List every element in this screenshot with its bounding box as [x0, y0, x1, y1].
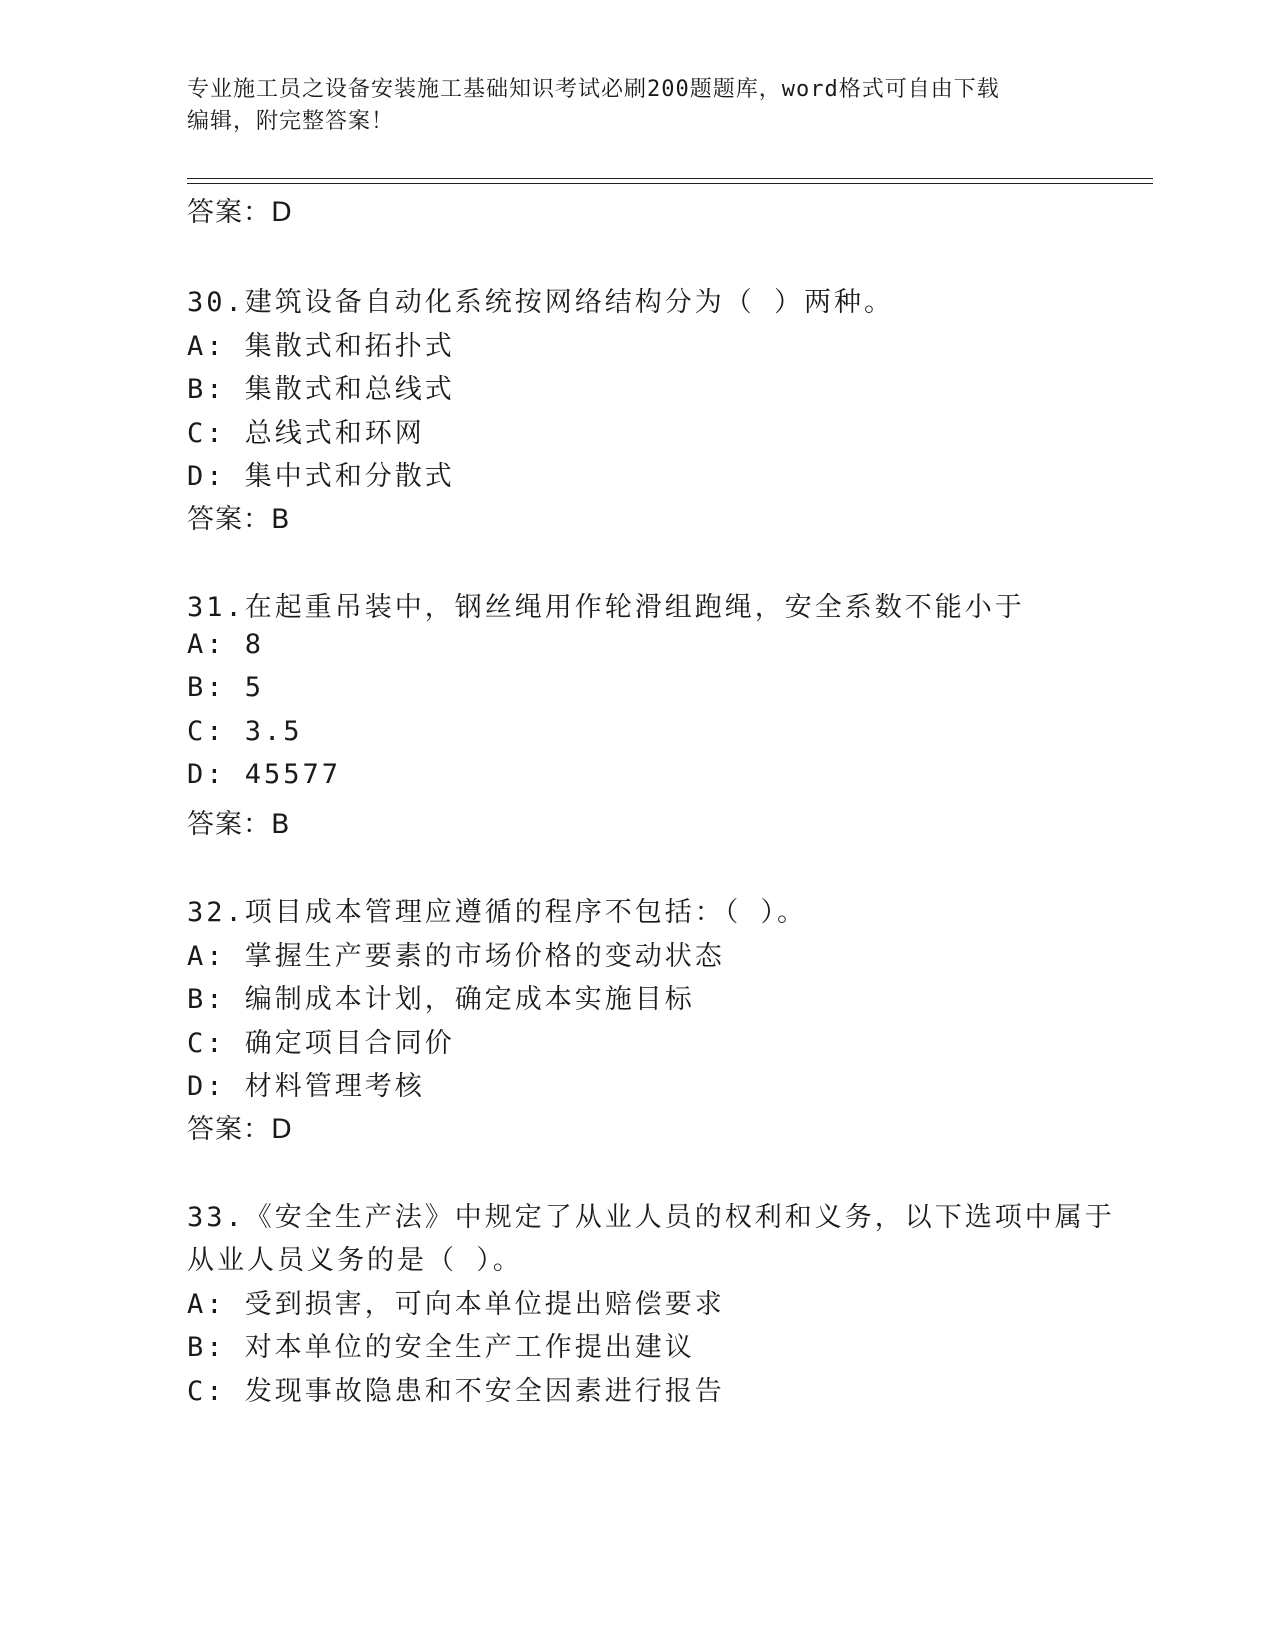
answer-30: 答案：B: [187, 504, 291, 535]
answer-29: 答案：D: [187, 197, 293, 228]
question-30-option-a: A: 集散式和拓扑式: [187, 331, 455, 362]
question-31-option-b: B: 5: [187, 672, 265, 703]
question-33-text-line-2: 从业人员义务的是（ ）。: [187, 1245, 523, 1276]
question-31-option-c: C: 3.5: [187, 716, 303, 747]
question-30-option-c: C: 总线式和环网: [187, 418, 425, 449]
question-30-text: 30.建筑设备自动化系统按网络结构分为（ ）两种。: [187, 287, 895, 318]
question-31-option-a: A: 8: [187, 629, 265, 660]
header-double-rule: [187, 178, 1153, 184]
question-32-option-b: B: 编制成本计划，确定成本实施目标: [187, 984, 695, 1015]
question-30-option-d: D: 集中式和分散式: [187, 461, 455, 492]
answer-31: 答案：B: [187, 809, 291, 840]
answer-32: 答案：D: [187, 1114, 293, 1145]
question-32-text: 32.项目成本管理应遵循的程序不包括：（ ）。: [187, 897, 808, 928]
question-32-option-c: C: 确定项目合同价: [187, 1028, 455, 1059]
header-title-line-2: 编辑，附完整答案！: [187, 109, 395, 134]
question-33-option-b: B: 对本单位的安全生产工作提出建议: [187, 1332, 695, 1363]
question-30-option-b: B: 集散式和总线式: [187, 374, 455, 405]
question-33-option-c: C: 发现事故隐患和不安全因素进行报告: [187, 1376, 725, 1407]
question-32-option-a: A: 掌握生产要素的市场价格的变动状态: [187, 941, 725, 972]
question-33-option-a: A: 受到损害，可向本单位提出赔偿要求: [187, 1289, 725, 1320]
question-31-text: 31.在起重吊装中，钢丝绳用作轮滑组跑绳，安全系数不能小于: [187, 592, 1025, 623]
question-33-text-line-1: 33.《安全生产法》中规定了从业人员的权利和义务，以下选项中属于: [187, 1202, 1115, 1233]
question-32-option-d: D: 材料管理考核: [187, 1071, 425, 1102]
header-title-line-1: 专业施工员之设备安装施工基础知识考试必刷200题题库，word格式可自由下载: [187, 77, 1000, 102]
document-header: [187, 74, 1087, 138]
question-31-option-d: D: 45577: [187, 759, 342, 790]
